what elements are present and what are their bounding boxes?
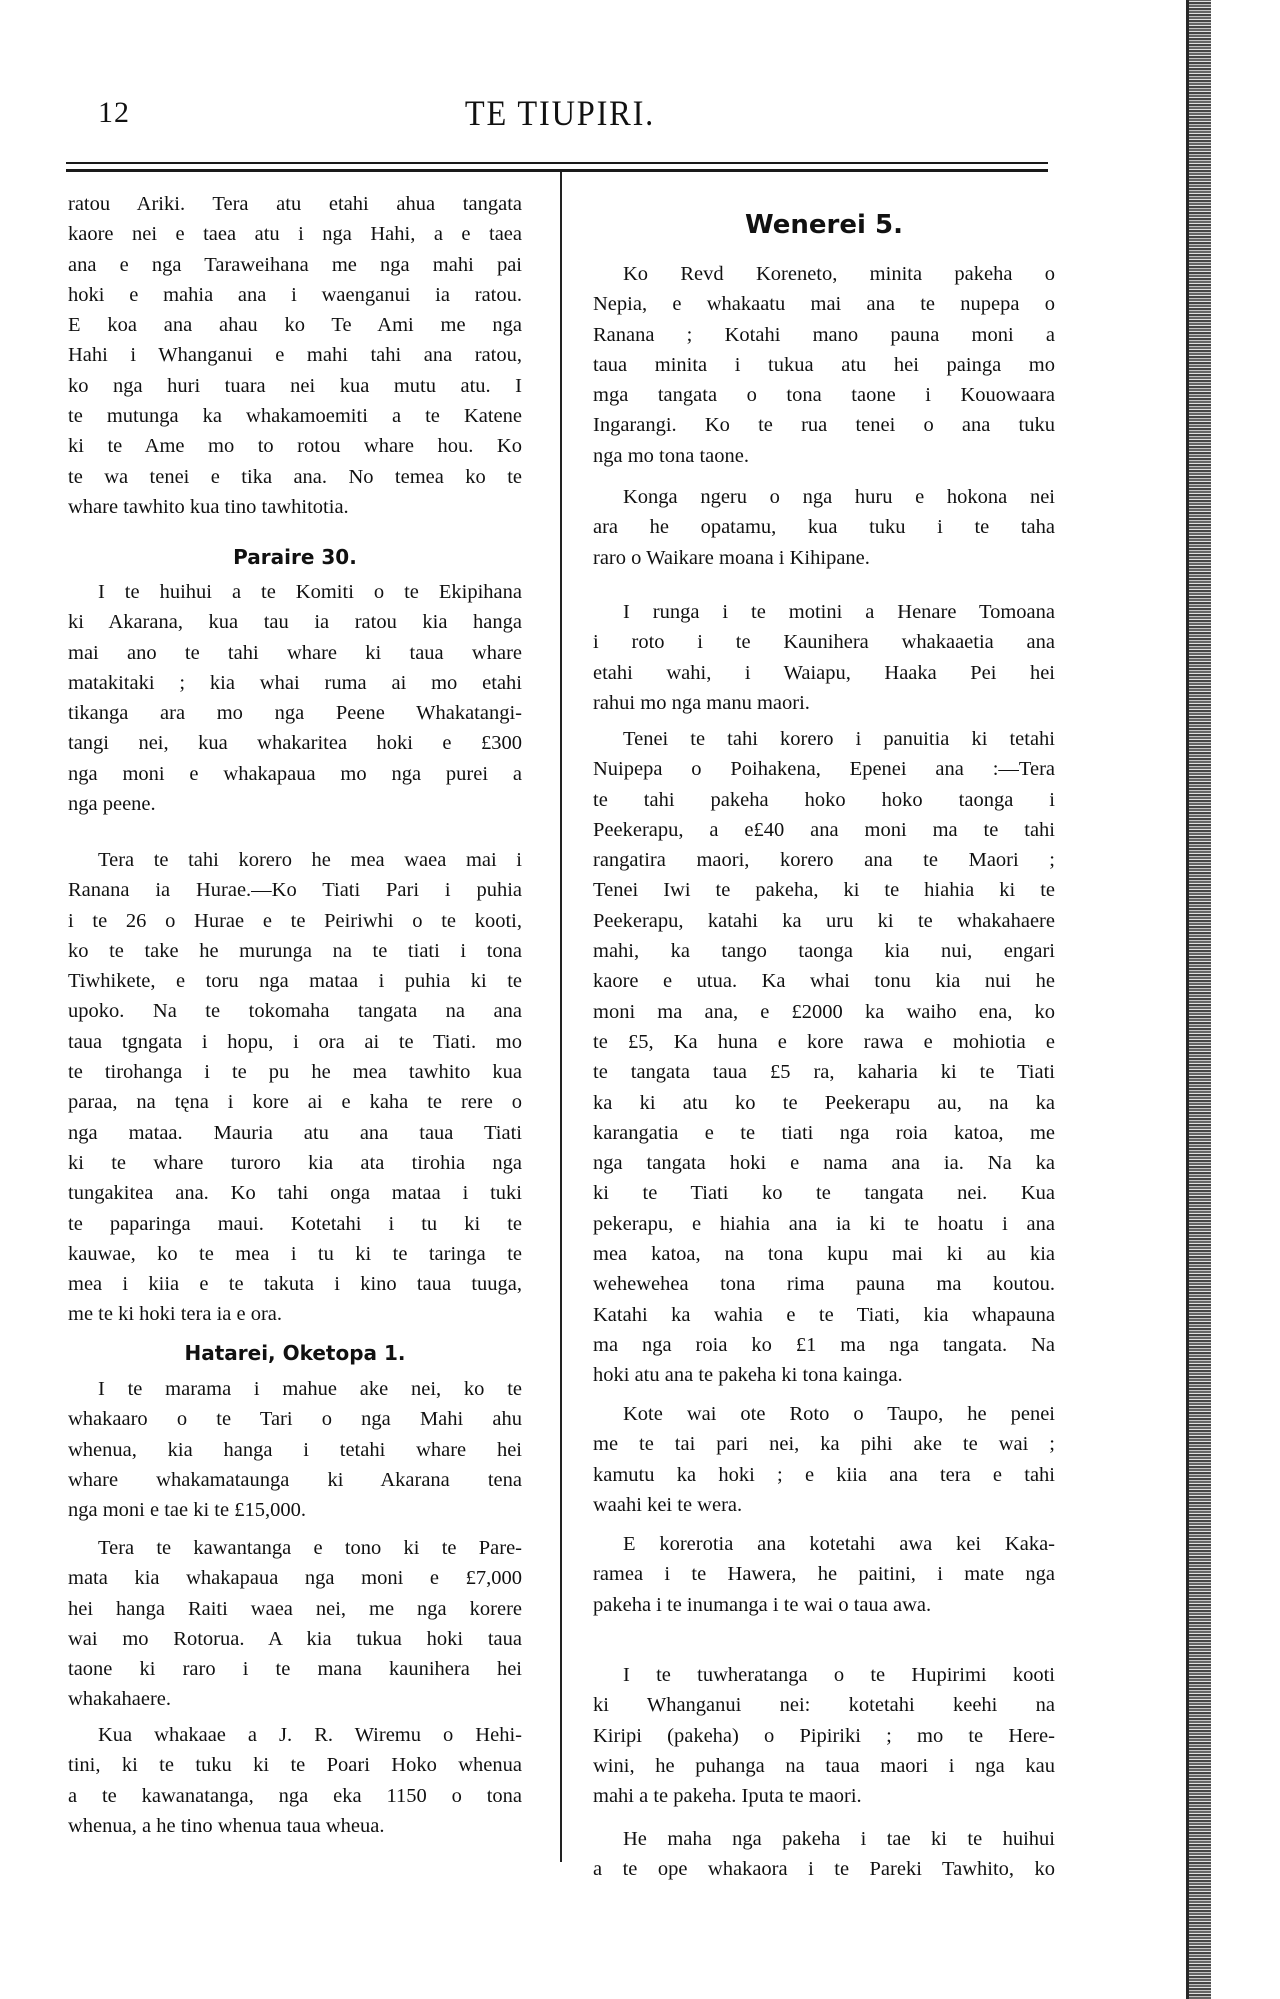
article-paragraph <box>593 482 1055 573</box>
text-line: wai mo Rotorua. A kia tukua hoki taua <box>68 1627 522 1650</box>
article-paragraph <box>68 1374 522 1525</box>
text-line: nga tangata hoki e nama ana ia. Na ka <box>593 1152 1055 1175</box>
text-line: rahui mo nga manu maori. <box>593 691 810 714</box>
text-line: Nepia, e whakaatu mai ana te nupepa o <box>593 293 1055 316</box>
article-paragraph <box>68 577 522 819</box>
text-line: Ranana ; Kotahi mano pauna moni a <box>593 323 1055 346</box>
text-line: Kiripi (pakeha) o Pipiriki ; mo te Here- <box>593 1724 1055 1747</box>
header-rule-thick <box>66 169 1048 172</box>
text-line: me te ki hoki tera ia e ora. <box>68 1303 283 1326</box>
text-line: kamutu ka hoki ; e kiia ana tera e tahi <box>593 1463 1055 1486</box>
text-line: Hahi i Whanganui e mahi tahi ana ratou, <box>68 344 522 367</box>
text-line: ko nga huri tuara nei kua mutu atu. I <box>68 374 522 397</box>
text-line: Ingarangi. Ko te rua tenei o ana tuku <box>593 414 1055 437</box>
text-line: tini, ki te tuku ki te Poari Hoko whenua <box>68 1754 522 1777</box>
text-line: Tenei te tahi korero i panuitia ki tetahi <box>623 728 1055 750</box>
text-line: Tiwhikete, e toru nga mataa i puhia ki te <box>68 970 522 993</box>
text-line: ka ki atu ko te Peekerapu au, na ka <box>593 1091 1055 1114</box>
text-line: ramea i te Hawera, he paitini, i mate nga <box>593 1563 1055 1586</box>
text-line: tikanga ara mo nga Peene Whakatangi- <box>68 702 522 725</box>
text-line: taua minita i tukua atu hei painga mo <box>593 353 1055 376</box>
text-line: ki te Ame mo to rotou whare hou. Ko <box>68 435 522 458</box>
text-line: mga tangata o tona taone i Kouowaara <box>593 384 1055 407</box>
text-line: te £5, Ka huna e kore rawa e mohiotia e <box>593 1030 1055 1053</box>
article-paragraph <box>68 189 522 522</box>
text-line: Tera te tahi korero he mea waea mai i <box>98 849 522 871</box>
text-line: I runga i te motini a Henare Tomoana <box>623 601 1055 623</box>
text-line: kauwae, ko te mea i tu ki te taringa te <box>68 1242 522 1265</box>
text-line: I te marama i mahue ake nei, ko te <box>98 1378 522 1400</box>
text-line: nga mataa. Mauria atu ana taua Tiati <box>68 1121 522 1144</box>
text-line: mea katoa, na tona kupu mai ki au kia <box>593 1243 1055 1266</box>
text-line: paraa, na tęna i kore ai e kaha te rere o <box>68 1091 522 1114</box>
section-heading: Paraire 30. <box>233 545 357 569</box>
scan-binding-edge <box>1186 0 1211 1999</box>
text-line: Konga ngeru o nga huru e hokona nei <box>623 486 1055 508</box>
header-rule-thin <box>66 162 1048 164</box>
section-heading: Hatarei, Oketopa 1. <box>184 1341 406 1365</box>
text-line: Nuipepa o Poihakena, Epenei ana :—Tera <box>593 758 1055 781</box>
text-line: whare tawhito kua tino tawhitotia. <box>68 495 349 518</box>
text-line: me te tai pari nei, ka pihi ake te wai ; <box>593 1433 1055 1456</box>
article-paragraph <box>593 1660 1055 1811</box>
text-line: whenua, kia hanga i tetahi whare hei <box>68 1438 522 1461</box>
text-line: mahi a te pakeha. Iputa te maori. <box>593 1785 862 1808</box>
text-line: etahi wahi, i Waiapu, Haaka Pei hei <box>593 661 1055 684</box>
text-line: Tera te kawantanga e tono ki te Pare- <box>98 1537 522 1559</box>
text-line: taone ki raro i te mana kaunihera hei <box>68 1658 522 1681</box>
text-line: whare whakamataunga ki Akarana tena <box>68 1468 522 1491</box>
text-line: ko te take he murunga na te tiati i tona <box>68 939 522 962</box>
text-line: I te huihui a te Komiti o te Ekipihana <box>98 581 522 603</box>
text-line: i te 26 o Hurae e te Peiriwhi o te kooti, <box>68 909 522 932</box>
text-line: whenua, a he tino whenua taua wheua. <box>68 1814 385 1837</box>
text-line: te wa tenei e tika ana. No temea ko te <box>68 465 522 488</box>
text-line: te mutunga ka whakamoemiti a te Katene <box>68 405 522 428</box>
text-line: tungakitea ana. Ko tahi onga mataa i tuki <box>68 1182 522 1205</box>
text-line: kaore e utua. Ka whai tonu kia nui he <box>593 970 1055 993</box>
article-paragraph <box>593 1529 1055 1620</box>
text-line: mata kia whakapaua nga moni e £7,000 <box>68 1567 522 1590</box>
text-line: ki Akarana, kua tau ia ratou kia hanga <box>68 611 522 634</box>
text-line: Ranana ia Hurae.—Ko Tiati Pari i puhia <box>68 879 522 902</box>
text-line: ma nga roia ko £1 ma nga tangata. Na <box>593 1333 1055 1356</box>
text-line: ki Whanganui nei: kotetahi keehi na <box>593 1694 1055 1717</box>
text-line: ki te whare turoro kia ata tirohia nga <box>68 1151 522 1174</box>
column-divider <box>560 172 562 1862</box>
text-line: I te tuwheratanga o te Hupirimi kooti <box>623 1664 1055 1686</box>
text-line: pakeha i te inumanga i te wai o taua awa. <box>593 1593 932 1616</box>
section-heading: Wenerei 5. <box>745 210 903 240</box>
article-paragraph <box>593 1824 1055 1885</box>
text-line: nga moni e tae ki te £15,000. <box>68 1499 306 1522</box>
text-line: Katahi ka wahia e te Tiati, kia whapauna <box>593 1303 1055 1326</box>
article-paragraph <box>68 1720 522 1841</box>
text-line: whakaaro o te Tari o nga Mahi ahu <box>68 1408 522 1431</box>
text-line: matakitaki ; kia whai ruma ai mo etahi <box>68 671 522 694</box>
text-line: wini, he puhanga na taua maori i nga kau <box>593 1754 1055 1777</box>
page-number: 12 <box>98 96 130 129</box>
article-paragraph <box>68 845 522 1330</box>
text-line: te paparinga maui. Kotetahi i tu ki te <box>68 1212 522 1235</box>
text-line: te tirohanga i te pu he mea tawhito kua <box>68 1061 522 1084</box>
text-line: Kote wai ote Roto o Taupo, he penei <box>623 1403 1055 1425</box>
text-line: He maha nga pakeha i tae ki te huihui <box>623 1828 1055 1850</box>
text-line: mai ano te tahi whare ki taua whare <box>68 641 522 664</box>
article-paragraph <box>593 259 1055 471</box>
text-line: ara he opatamu, kua tuku i te taha <box>593 516 1055 539</box>
text-line: kaore nei e taea atu i nga Hahi, a e taea <box>68 223 522 246</box>
article-paragraph <box>593 597 1055 718</box>
text-line: a te ope whakaora i te Pareki Tawhito, ko <box>593 1858 1055 1881</box>
text-line: mea i kiia e te takuta i kino taua tuuga, <box>68 1273 522 1296</box>
text-line: taua tgngata i hopu, i ora ai te Tiati. mo <box>68 1030 522 1053</box>
text-line: te tahi pakeha hoko hoko taonga i <box>593 788 1055 811</box>
text-line: pekerapu, e hiahia ana ia ki te hoatu i ana <box>593 1212 1055 1235</box>
text-line: te tangata taua £5 ra, kaharia ki te Tiati <box>593 1061 1055 1084</box>
text-line: E korerotia ana kotetahi awa kei Kaka- <box>623 1533 1055 1555</box>
text-line: rangatira maori, korero ana te Maori ; <box>593 849 1055 872</box>
text-line: Peekerapu, a e£40 ana moni ma te tahi <box>593 818 1055 841</box>
text-line: raro o Waikare moana i Kihipane. <box>593 546 870 569</box>
text-line: nga peene. <box>68 793 156 816</box>
article-paragraph <box>593 1399 1055 1520</box>
text-line: upoko. Na te tokomaha tangata na ana <box>68 1000 522 1023</box>
text-line: karangatia e te tiati nga roia katoa, me <box>593 1121 1055 1144</box>
text-line: E koa ana ahau ko Te Ami me nga <box>68 314 522 337</box>
text-line: moni ma ana, e £2000 ka waiho ena, ko <box>593 1000 1055 1023</box>
text-line: ki te Tiati ko te tangata nei. Kua <box>593 1182 1055 1205</box>
article-paragraph <box>68 1533 522 1715</box>
text-line: waahi kei te wera. <box>593 1493 743 1516</box>
text-line: i roto i te Kaunihera whakaaetia ana <box>593 631 1055 654</box>
text-line: ana e nga Taraweihana me nga mahi pai <box>68 253 522 276</box>
text-line: Peekerapu, katahi ka uru ki te whakahaere <box>593 909 1055 932</box>
text-line: hoki atu ana te pakeha ki tona kainga. <box>593 1364 903 1387</box>
text-line: Kua whakaae a J. R. Wiremu o Hehi- <box>98 1724 522 1746</box>
text-line: Ko Revd Koreneto, minita pakeha o <box>623 263 1055 285</box>
text-line: wehewehea tona rima pauna ma koutou. <box>593 1273 1055 1296</box>
text-line: a te kawanatanga, nga eka 1150 o tona <box>68 1784 522 1807</box>
text-line: whakahaere. <box>68 1688 172 1711</box>
text-line: hei hanga Raiti waea nei, me nga korere <box>68 1597 522 1620</box>
text-line: tangi nei, kua whakaritea hoki e £300 <box>68 732 522 755</box>
article-paragraph <box>593 724 1055 1391</box>
text-line: nga mo tona taone. <box>593 444 749 467</box>
text-line: hoki e mahia ana i waenganui ia ratou. <box>68 283 522 306</box>
text-line: Tenei Iwi te pakeha, ki te hiahia ki te <box>593 879 1055 902</box>
text-line: ratou Ariki. Tera atu etahi ahua tangata <box>68 193 522 215</box>
text-line: nga moni e whakapaua mo nga purei a <box>68 762 522 785</box>
newspaper-title: TE TIUPIRI. <box>464 93 656 133</box>
text-line: mahi, ka tango taonga kia nui, engari <box>593 940 1055 963</box>
